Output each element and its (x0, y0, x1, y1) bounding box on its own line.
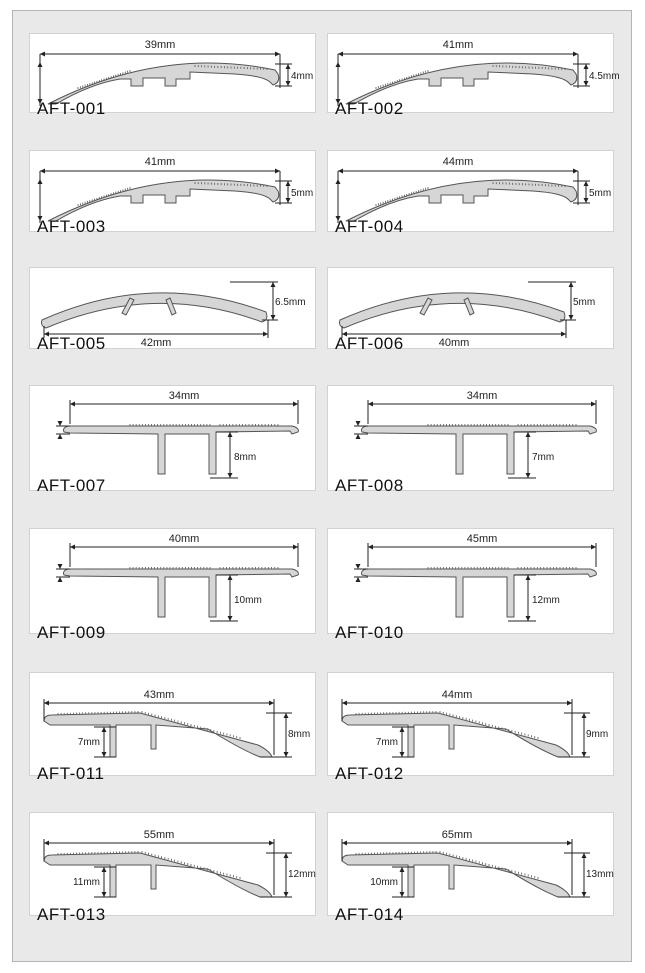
height-label: 4mm (291, 71, 314, 82)
profile-card-aft-006 (327, 267, 614, 358)
dimension-arrow (584, 81, 589, 86)
profile-section (64, 567, 299, 617)
width-label: 65mm (441, 829, 473, 841)
profile-body (346, 63, 577, 104)
profile-section (48, 63, 279, 104)
dimension-arrow (38, 179, 43, 184)
dimension-arrow (228, 616, 233, 621)
dimension-arrow (573, 52, 578, 57)
dimension-arrow (284, 713, 289, 718)
width-label: 42mm (140, 337, 172, 349)
height-label: 5mm (589, 188, 612, 199)
width-label: 44mm (442, 156, 474, 168)
height-dimension (558, 853, 614, 897)
dimension-arrow (286, 64, 291, 69)
height-label: 13mm (586, 869, 614, 880)
profile-drawing (328, 673, 615, 777)
profile-card-aft-007 (29, 385, 316, 500)
dimension-arrow (38, 62, 43, 67)
dimension-arrow (275, 52, 280, 57)
height-dimension (336, 179, 341, 221)
profile-body (346, 180, 577, 221)
profile-section (64, 424, 299, 474)
dimension-arrow (591, 545, 596, 550)
profile-card-aft-002 (327, 33, 620, 123)
profile-code: AFT-007 (37, 476, 106, 495)
dimension-arrow (58, 421, 63, 426)
dimension-arrow (569, 282, 574, 287)
dimension-arrow (368, 402, 373, 407)
profile-section (346, 63, 577, 104)
height-label: 8mm (288, 729, 311, 740)
profile-code: AFT-011 (37, 764, 105, 783)
dimension-arrow (567, 701, 572, 706)
dimension-arrow (342, 701, 347, 706)
profile-code: AFT-001 (37, 99, 106, 118)
profile-section (342, 851, 570, 897)
height-label: 9mm (586, 729, 609, 740)
dimension-arrow (102, 867, 107, 872)
dimension-arrow (356, 577, 361, 582)
dimension-arrow (44, 701, 49, 706)
profile-section (42, 293, 267, 328)
dimension-arrow (70, 402, 75, 407)
height-label: 4.5mm (589, 71, 620, 82)
dimension-arrow (269, 841, 274, 846)
profile-body (340, 293, 565, 328)
dimension-arrow (356, 564, 361, 569)
profile-card-aft-014 (327, 812, 614, 929)
profile-code: AFT-014 (335, 905, 404, 924)
profile-section (342, 711, 570, 757)
dimension-arrow (526, 616, 531, 621)
grip-teeth (428, 567, 508, 569)
dimension-arrow (40, 169, 45, 174)
dimension-arrow (338, 52, 343, 57)
dimension-arrow (263, 332, 268, 337)
dimension-arrow (573, 169, 578, 174)
width-label: 43mm (143, 689, 175, 701)
profile-section (48, 180, 279, 221)
profile-card-aft-010 (327, 528, 614, 647)
dimension-arrow (284, 853, 289, 858)
width-label: 41mm (442, 39, 474, 51)
dimension-arrow (400, 752, 405, 757)
profile-code: AFT-002 (335, 99, 404, 118)
height-label: 10mm (370, 877, 398, 888)
profile-section (340, 293, 565, 328)
profile-code: AFT-013 (37, 905, 106, 924)
dimension-arrow (228, 432, 233, 437)
profile-body (64, 426, 299, 474)
profile-section (362, 567, 597, 617)
height-label: 12mm (288, 869, 316, 880)
height-dimension (508, 575, 560, 621)
height-label: 5mm (291, 188, 314, 199)
profile-code: AFT-005 (37, 334, 106, 353)
profile-code: AFT-003 (37, 217, 106, 236)
profile-body (48, 63, 279, 104)
profile-drawing (30, 813, 317, 917)
dimension-arrow (271, 315, 276, 320)
dimension-arrow (293, 402, 298, 407)
dimension-arrow (526, 473, 531, 478)
width-label: 40mm (168, 533, 200, 545)
dimension-arrow (582, 892, 587, 897)
dimension-arrow (567, 841, 572, 846)
width-dimension (368, 533, 596, 567)
dimension-arrow (356, 434, 361, 439)
profile-drawing-panel (327, 812, 614, 916)
dimension-arrow (582, 713, 587, 718)
width-label: 34mm (466, 390, 498, 402)
profile-section (44, 711, 272, 757)
dimension-arrow (338, 169, 343, 174)
profile-code: AFT-006 (335, 334, 404, 353)
dimension-arrow (102, 892, 107, 897)
dimension-arrow (400, 892, 405, 897)
profile-code: AFT-004 (335, 217, 404, 236)
profile-drawing (30, 529, 317, 635)
height-label: 5mm (573, 297, 596, 308)
dimension-arrow (271, 282, 276, 287)
dimension-arrow (286, 181, 291, 186)
profile-card-aft-005 (29, 267, 316, 358)
dimension-arrow (58, 434, 63, 439)
dimension-arrow (228, 473, 233, 478)
profile-code: AFT-012 (335, 764, 404, 783)
profile-body (362, 569, 597, 617)
profile-body (44, 853, 272, 897)
dimension-arrow (286, 198, 291, 203)
profile-body (44, 713, 272, 757)
height-dimension (260, 853, 316, 897)
dimension-arrow (526, 575, 531, 580)
grip-teeth (130, 567, 210, 569)
profile-drawing (328, 529, 615, 635)
dimension-arrow (584, 181, 589, 186)
profile-section (44, 851, 272, 897)
dimension-arrow (336, 179, 341, 184)
dimension-arrow (284, 752, 289, 757)
height-dimension (275, 181, 313, 203)
width-label: 55mm (143, 829, 175, 841)
width-dimension (70, 533, 298, 567)
dimension-arrow (102, 752, 107, 757)
profile-drawing-panel (29, 672, 316, 776)
profile-body (42, 293, 267, 328)
dimension-arrow (58, 577, 63, 582)
height-dimension (336, 62, 341, 104)
profile-card-aft-012 (327, 672, 614, 788)
profile-code: AFT-008 (335, 476, 404, 495)
dimension-arrow (286, 81, 291, 86)
dimension-arrow (526, 432, 531, 437)
height-label: 8mm (234, 452, 257, 463)
profile-card-aft-011 (29, 672, 316, 788)
dimension-arrow (582, 853, 587, 858)
dimension-arrow (40, 52, 45, 57)
catalog-sheet (12, 10, 632, 962)
dimension-arrow (400, 727, 405, 732)
dimension-arrow (293, 545, 298, 550)
dimension-arrow (284, 892, 289, 897)
profile-card-aft-013 (29, 812, 316, 929)
profile-card-aft-009 (29, 528, 316, 647)
dimension-arrow (342, 841, 347, 846)
dimension-arrow (44, 841, 49, 846)
dimension-arrow (584, 198, 589, 203)
dimension-arrow (58, 564, 63, 569)
height-dimension (275, 64, 313, 86)
profile-body (48, 180, 279, 221)
dimension-arrow (275, 169, 280, 174)
height-dimension (38, 179, 43, 221)
profile-section (346, 180, 577, 221)
height-label: 10mm (234, 595, 262, 606)
dimension-arrow (400, 867, 405, 872)
profile-drawing-panel (327, 672, 614, 776)
profile-drawing-panel (327, 528, 614, 634)
height-dimension (573, 181, 611, 203)
grip-teeth (130, 424, 210, 426)
height-dimension (38, 62, 43, 104)
height-label: 7mm (77, 737, 100, 748)
profile-code: AFT-009 (37, 623, 106, 642)
profile-card-aft-001 (29, 33, 316, 123)
height-label: 11mm (72, 877, 100, 888)
dimension-arrow (561, 332, 566, 337)
width-dimension (368, 390, 596, 424)
height-dimension (370, 867, 414, 897)
profile-drawing-panel (29, 812, 316, 916)
profile-drawing (30, 673, 317, 777)
dimension-arrow (102, 727, 107, 732)
width-label: 40mm (438, 337, 470, 349)
dimension-arrow (584, 64, 589, 69)
width-label: 44mm (441, 689, 473, 701)
profile-card-aft-003 (29, 150, 316, 241)
dimension-arrow (336, 62, 341, 67)
dimension-arrow (569, 315, 574, 320)
dimension-arrow (356, 421, 361, 426)
profile-card-aft-004 (327, 150, 614, 241)
height-label: 6.5mm (275, 297, 306, 308)
dimension-arrow (368, 545, 373, 550)
dimension-arrow (228, 575, 233, 580)
profile-body (362, 426, 597, 474)
height-label: 7mm (532, 452, 555, 463)
grip-teeth (428, 424, 508, 426)
profile-body (342, 713, 570, 757)
width-dimension (70, 390, 298, 424)
profile-body (342, 853, 570, 897)
profile-card-aft-008 (327, 385, 614, 500)
dimension-arrow (70, 545, 75, 550)
profile-drawing-panel (29, 528, 316, 634)
profile-body (64, 569, 299, 617)
width-label: 34mm (168, 390, 200, 402)
height-label: 7mm (375, 737, 398, 748)
dimension-arrow (591, 402, 596, 407)
profile-code: AFT-010 (335, 623, 404, 642)
dimension-arrow (582, 752, 587, 757)
height-dimension (210, 575, 262, 621)
height-dimension (573, 64, 620, 86)
height-dimension (508, 432, 554, 478)
width-label: 41mm (144, 156, 176, 168)
profile-drawing (328, 813, 615, 917)
profile-section (362, 424, 597, 474)
height-dimension (210, 432, 256, 478)
width-label: 45mm (466, 533, 498, 545)
width-label: 39mm (144, 39, 176, 51)
height-label: 12mm (532, 595, 560, 606)
dimension-arrow (269, 701, 274, 706)
